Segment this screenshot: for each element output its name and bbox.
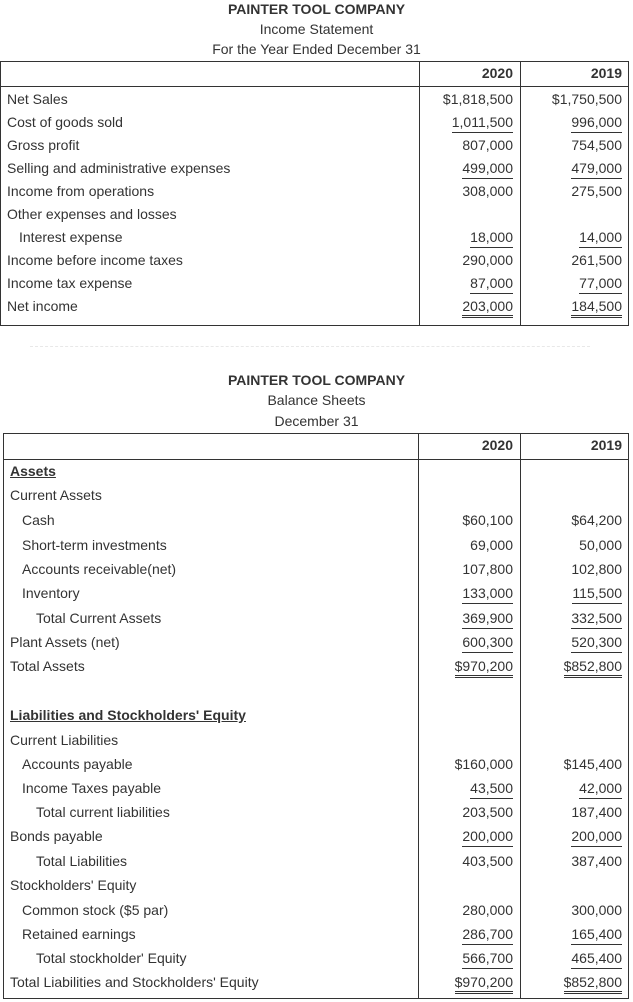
balance-row-total-assets <box>4 655 628 678</box>
value-2019: $1,750,500 <box>551 91 622 107</box>
value-2020: $970,200 <box>455 655 513 678</box>
value-2020: 87,000 <box>470 272 513 294</box>
balance-sheet-title: Balance Sheets <box>267 392 366 408</box>
value-2020: $60,100 <box>462 512 513 528</box>
income-statement-title: Income Statement <box>259 21 374 37</box>
income-row-selling-admin <box>1 157 628 180</box>
balance-period: December 31 <box>274 413 359 429</box>
balance-year-2019: 2019 <box>590 437 622 453</box>
balance-row-total-stockholders-equity <box>4 947 628 970</box>
balance-row-total-current-assets <box>4 607 628 630</box>
value-2020: 200,000 <box>462 825 513 847</box>
income-period: For the Year Ended December 31 <box>212 41 421 57</box>
row-label: Total Assets <box>10 658 85 674</box>
value-2020: 69,000 <box>470 537 513 553</box>
row-label: Total Current Assets <box>36 610 162 626</box>
row-label: Income from operations <box>7 183 155 199</box>
row-label: Income before income taxes <box>7 252 183 268</box>
value-2019: 184,500 <box>571 295 622 318</box>
balance-row-accounts-receivable <box>4 558 628 581</box>
value-2020: 369,900 <box>462 607 513 629</box>
balance-sheet-table <box>3 433 629 999</box>
income-row-net-income <box>1 295 628 318</box>
income-row-before-taxes <box>1 249 628 272</box>
balance-row-accounts-payable <box>4 753 628 776</box>
value-2019: $852,800 <box>564 655 622 678</box>
income-row-other-expenses <box>1 203 628 226</box>
balance-year-2020: 2020 <box>481 437 513 453</box>
value-2019: 187,400 <box>571 804 622 820</box>
row-label: Retained earnings <box>22 926 136 942</box>
balance-row-total-liabilities <box>4 850 628 873</box>
value-2020: 1,011,500 <box>452 111 513 133</box>
balance-row-cash <box>4 509 628 532</box>
value-2019: 520,300 <box>571 631 622 653</box>
value-2020: 286,700 <box>462 923 513 945</box>
balance-row-stockholders-equity <box>4 874 628 897</box>
row-label: Inventory <box>22 585 80 601</box>
value-2020: 600,300 <box>462 631 513 653</box>
value-2019: 200,000 <box>571 825 622 847</box>
balance-row-liabilities-heading <box>4 704 628 727</box>
value-2020: 280,000 <box>462 902 513 918</box>
row-label: Total stockholder' Equity <box>36 950 187 966</box>
balance-row-total-current-liabilities <box>4 801 628 824</box>
balance-row-bonds-payable <box>4 825 628 848</box>
value-2019: 115,500 <box>572 582 622 604</box>
row-label: Common stock ($5 par) <box>22 902 169 918</box>
income-row-operations <box>1 180 628 203</box>
income-row-net-sales <box>1 88 628 111</box>
value-2020: 807,000 <box>462 137 513 153</box>
row-label: Plant Assets (net) <box>10 634 120 650</box>
value-2019: $64,200 <box>571 512 622 528</box>
value-2019: 42,000 <box>579 777 622 799</box>
value-2020: 203,500 <box>462 804 513 820</box>
row-label: Cash <box>22 512 55 528</box>
row-label: Accounts payable <box>22 756 133 772</box>
row-label: Short-term investments <box>22 537 167 553</box>
row-label: Current Assets <box>10 487 102 503</box>
income-row-gross-profit <box>1 134 628 157</box>
value-2020: 43,500 <box>470 777 513 799</box>
value-2019: 479,000 <box>571 157 622 179</box>
value-2019: 465,400 <box>571 947 622 969</box>
balance-row-income-taxes-payable <box>4 777 628 800</box>
value-2020: 290,000 <box>462 252 513 268</box>
value-2020: 566,700 <box>462 947 513 969</box>
value-2019: 754,500 <box>571 137 622 153</box>
row-label: Income Taxes payable <box>22 780 162 796</box>
value-2020: 107,800 <box>462 561 513 577</box>
balance-row-current-assets <box>4 484 628 507</box>
value-2020: $160,000 <box>454 756 513 772</box>
balance-header-row <box>4 434 628 457</box>
value-2020: 308,000 <box>462 183 513 199</box>
value-2020: $970,200 <box>455 971 513 994</box>
row-label: Net Sales <box>7 91 68 107</box>
balance-row-current-liabilities <box>4 729 628 752</box>
row-label: Current Liabilities <box>10 732 119 748</box>
income-header-row <box>1 62 628 85</box>
balance-row-common-stock <box>4 899 628 922</box>
income-row-cogs <box>1 111 628 134</box>
value-2020: 403,500 <box>462 853 513 869</box>
value-2019: 50,000 <box>579 537 622 553</box>
value-2020: $1,818,500 <box>442 91 513 107</box>
balance-row-inventory <box>4 582 628 605</box>
value-2019: 165,400 <box>571 923 622 945</box>
row-label: Liabilities and Stockholders' Equity <box>10 707 246 723</box>
value-2019: 300,000 <box>571 902 622 918</box>
row-label: Stockholders' Equity <box>10 877 137 893</box>
value-2019: 996,000 <box>571 111 622 133</box>
income-statement-table <box>0 61 629 326</box>
balance-row-retained-earnings <box>4 923 628 946</box>
value-2019: 77,000 <box>579 272 622 294</box>
row-label: Total current liabilities <box>36 804 170 820</box>
income-row-interest <box>1 226 628 249</box>
balance-row-short-term-investments <box>4 534 628 557</box>
value-2019: 387,400 <box>571 853 622 869</box>
balance-company-name: PAINTER TOOL COMPANY <box>227 372 406 388</box>
balance-row-plant-assets <box>4 631 628 654</box>
income-year-2019: 2019 <box>590 65 622 81</box>
balance-row-total-liabilities-equity <box>4 971 628 994</box>
value-2020: 18,000 <box>470 226 513 248</box>
row-label: Interest expense <box>19 229 123 245</box>
value-2020: 203,000 <box>462 295 513 318</box>
row-label: Net income <box>7 298 78 314</box>
value-2020: 499,000 <box>462 157 513 179</box>
value-2019: $145,400 <box>563 756 622 772</box>
row-label: Accounts receivable(net) <box>22 561 177 577</box>
balance-row-assets-heading <box>4 460 628 483</box>
value-2019: $852,800 <box>564 971 622 994</box>
row-label: Total Liabilities and Stockholders' Equity <box>10 974 259 990</box>
income-row-tax-expense <box>1 272 628 295</box>
value-2019: 261,500 <box>571 252 622 268</box>
row-label: Assets <box>10 463 56 479</box>
value-2020: 133,000 <box>462 582 513 604</box>
income-year-2020: 2020 <box>481 65 513 81</box>
row-label: Other expenses and losses <box>7 206 177 222</box>
row-label: Income tax expense <box>7 275 133 291</box>
row-label: Total Liabilities <box>36 853 128 869</box>
value-2019: 14,000 <box>579 226 622 248</box>
row-label: Bonds payable <box>10 828 103 844</box>
row-label: Cost of goods sold <box>7 114 123 130</box>
value-2019: 275,500 <box>571 183 622 199</box>
value-2019: 332,500 <box>571 607 622 629</box>
row-label: Selling and administrative expenses <box>7 160 231 176</box>
row-label: Gross profit <box>7 137 80 153</box>
section-divider <box>30 346 590 347</box>
income-company-name: PAINTER TOOL COMPANY <box>227 1 406 17</box>
value-2019: 102,800 <box>571 561 622 577</box>
